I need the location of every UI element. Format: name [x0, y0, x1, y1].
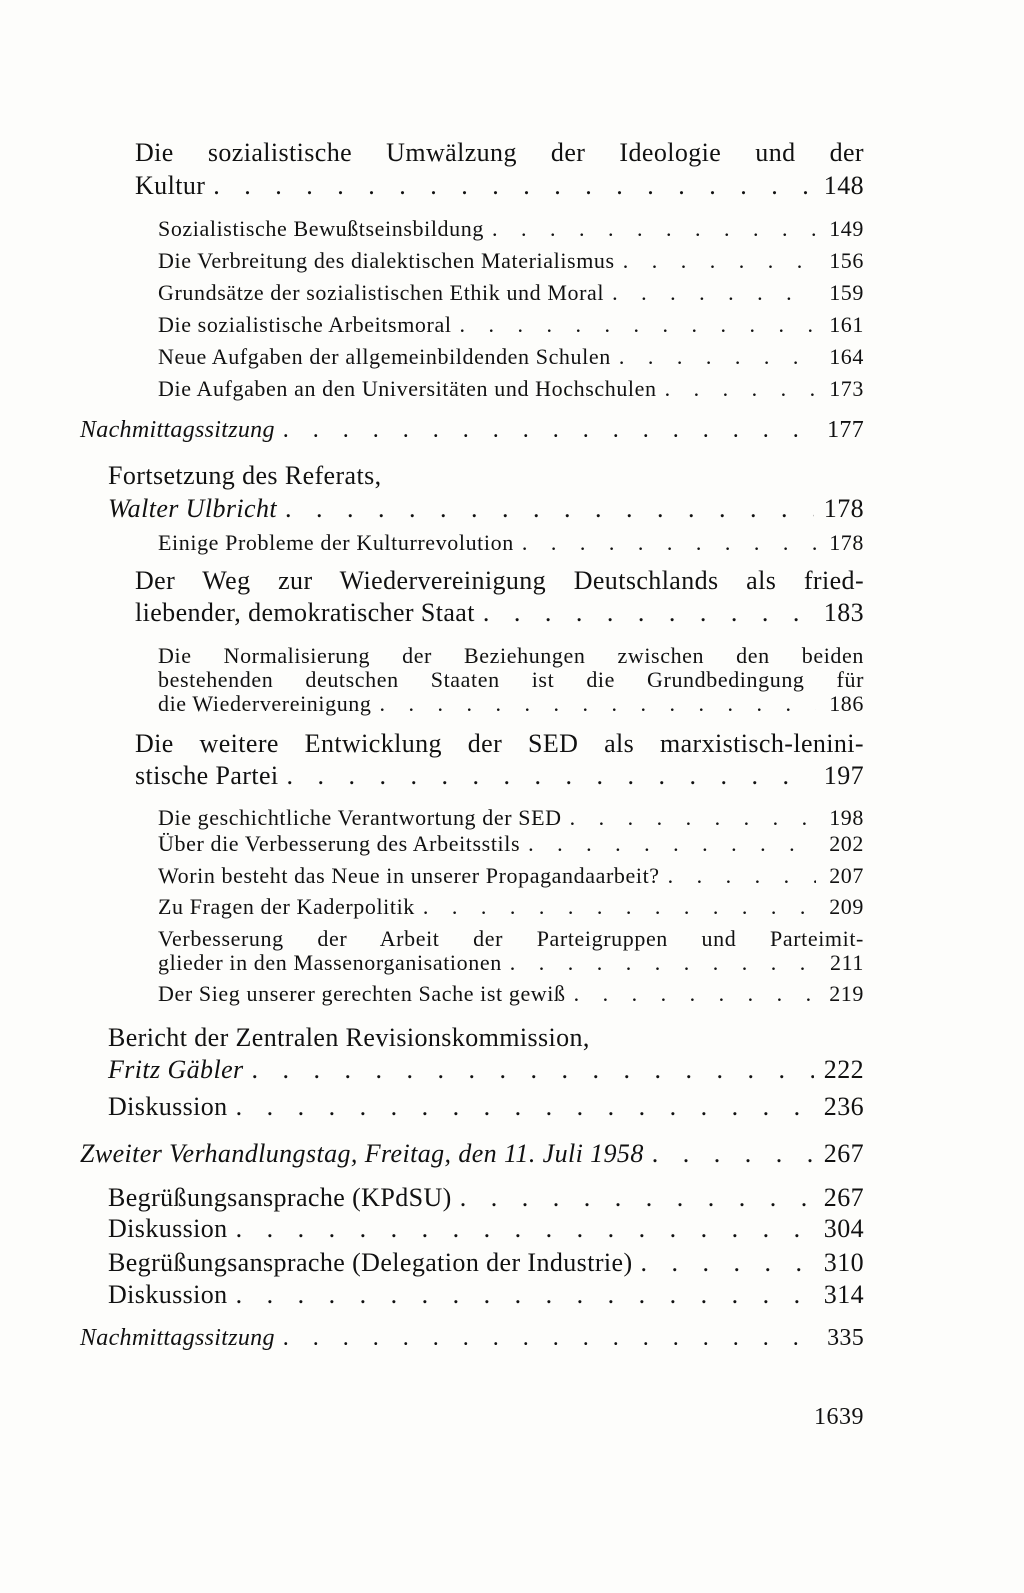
toc-entry-author: Fritz Gäbler	[108, 1055, 244, 1084]
leader-dots	[665, 378, 816, 400]
toc-entry-heading: Verbesserung der Arbeit der Parteigruppen und Parteimit-	[158, 926, 864, 951]
toc-entry-title: Der Sieg unserer gerechten Sache ist gewiß	[158, 981, 566, 1006]
leader-dots	[528, 833, 816, 855]
toc-entry-title: Die sozialistische Arbeitsmoral	[158, 312, 452, 337]
leader-dots	[236, 1094, 814, 1120]
toc-entry-heading: Die weitere Entwicklung der SED als marxistisch-lenini-	[135, 729, 864, 758]
toc-page-number: 219	[829, 981, 864, 1006]
leader-dots	[380, 693, 816, 715]
leader-dots	[423, 896, 816, 918]
toc-page-number: 161	[829, 312, 864, 337]
leader-dots	[641, 1250, 814, 1276]
toc-entry[interactable]	[158, 807, 864, 829]
toc-page-number: 164	[829, 344, 864, 369]
leader-dots	[283, 418, 816, 442]
toc-entry-title: Sozialistische Bewußtseinsbildung	[158, 216, 484, 241]
toc-entry-session[interactable]	[80, 1326, 864, 1350]
leader-dots	[619, 346, 816, 368]
toc-entry-title: Begrüßungsansprache (KPdSU)	[108, 1183, 452, 1212]
leader-dots	[252, 1057, 814, 1083]
toc-entry-heading: Fortsetzung des Referats,	[108, 461, 382, 490]
toc-entry-title: Die Aufgaben an den Universitäten und Hochschulen	[158, 376, 657, 401]
toc-entry[interactable]	[108, 1282, 864, 1308]
toc-entry-session[interactable]	[80, 1141, 864, 1167]
toc-page-number: 211	[830, 950, 864, 975]
toc-entry[interactable]	[158, 250, 864, 272]
leader-dots	[287, 763, 814, 789]
toc-entry[interactable]	[158, 282, 864, 304]
toc-entry-title: Kultur	[135, 171, 206, 200]
toc-page-number: 222	[823, 1055, 864, 1084]
toc-entry-heading: Die sozialistische Umwälzung der Ideologie und der	[135, 138, 864, 167]
toc-page-number: 183	[823, 598, 864, 627]
toc-entry-title: Diskussion	[108, 1214, 228, 1243]
toc-page-number: 310	[823, 1248, 864, 1277]
toc-page-number: 149	[829, 216, 864, 241]
toc-entry[interactable]	[135, 600, 864, 626]
leader-dots	[460, 1185, 814, 1211]
toc-entry[interactable]	[108, 1185, 864, 1211]
leader-dots	[570, 807, 816, 829]
toc-entry-title: Grundsätze der sozialistischen Ethik und Moral	[158, 280, 605, 305]
leader-dots	[652, 1141, 814, 1167]
toc-entry[interactable]	[158, 983, 864, 1005]
leader-dots	[213, 173, 814, 199]
leader-dots	[285, 496, 814, 522]
toc-entry-heading: bestehenden deutschen Staaten ist die Grundbedingung für	[158, 667, 864, 692]
toc-page-number: 209	[829, 894, 864, 919]
toc-entry-title: Nachmittagssitzung	[80, 417, 275, 443]
toc-entry[interactable]	[108, 496, 864, 522]
leader-dots	[236, 1216, 814, 1242]
toc-page-number: 197	[823, 761, 864, 790]
toc-entry-title: Zweiter Verhandlungstag, Freitag, den 11. Juli 1958	[80, 1139, 644, 1168]
toc-entry-title: Neue Aufgaben der allgemeinbildenden Schulen	[158, 344, 611, 369]
toc-entry-title: liebender, demokratischer Staat	[135, 598, 475, 627]
leader-dots	[623, 250, 816, 272]
toc-entry-heading: Die Normalisierung der Beziehungen zwischen den beiden	[158, 643, 864, 668]
toc-entry[interactable]	[108, 1216, 864, 1242]
toc-entry-session[interactable]	[80, 418, 864, 442]
toc-page-number: 159	[829, 280, 864, 305]
toc-entry-title: Diskussion	[108, 1092, 228, 1121]
toc-page-number: 335	[827, 1325, 864, 1351]
toc-page-number: 202	[829, 831, 864, 856]
toc-entry[interactable]	[135, 173, 864, 199]
leader-dots	[460, 314, 816, 336]
toc-page-number: 186	[829, 691, 864, 716]
toc-entry-title: Die geschichtliche Verantwortung der SED	[158, 805, 562, 830]
leader-dots	[574, 983, 816, 1005]
toc-entry-title: Diskussion	[108, 1280, 228, 1309]
toc-entry[interactable]	[158, 952, 864, 974]
toc-page-number: 198	[829, 805, 864, 830]
toc-entry-title: Begrüßungsansprache (Delegation der Industrie)	[108, 1248, 633, 1277]
toc-page-number: 267	[823, 1183, 864, 1212]
toc-entry[interactable]	[158, 693, 864, 715]
toc-entry-title: stische Partei	[135, 761, 279, 790]
toc-page-number: 236	[823, 1092, 864, 1121]
toc-entry[interactable]	[158, 378, 864, 400]
toc-entry-author: Walter Ulbricht	[108, 494, 277, 523]
toc-page-number: 177	[827, 417, 864, 443]
toc-page-number: 173	[829, 376, 864, 401]
toc-page-number: 207	[829, 863, 864, 888]
leader-dots	[483, 600, 814, 626]
toc-entry-title: Einige Probleme der Kulturrevolution	[158, 530, 514, 555]
leader-dots	[236, 1282, 814, 1308]
toc-page-number: 304	[823, 1214, 864, 1243]
toc-entry[interactable]	[158, 896, 864, 918]
toc-entry-title: Zu Fragen der Kaderpolitik	[158, 894, 415, 919]
toc-entry[interactable]	[158, 346, 864, 368]
toc-entry[interactable]	[108, 1057, 864, 1083]
leader-dots	[510, 952, 816, 974]
toc-entry[interactable]	[158, 865, 864, 887]
page-number: 1639	[814, 1404, 864, 1430]
leader-dots	[668, 865, 816, 887]
toc-entry-title: Nachmittagssitzung	[80, 1325, 275, 1351]
toc-entry[interactable]	[158, 833, 864, 855]
toc-entry[interactable]	[108, 1094, 864, 1120]
toc-page-number: 178	[829, 530, 864, 555]
leader-dots	[492, 218, 816, 240]
toc-entry[interactable]	[158, 314, 864, 336]
toc-entry-title: Über die Verbesserung des Arbeitsstils	[158, 831, 521, 856]
toc-page-number: 148	[823, 171, 864, 200]
leader-dots	[522, 532, 816, 554]
toc-page-number: 314	[823, 1280, 864, 1309]
toc-page-number: 267	[823, 1139, 864, 1168]
toc-entry-title: die Wiedervereinigung	[158, 691, 372, 716]
toc-entry[interactable]	[158, 218, 864, 240]
toc-entry-title: Die Verbreitung des dialektischen Materialismus	[158, 248, 615, 273]
leader-dots	[612, 282, 816, 304]
toc-entry-title: Worin besteht das Neue in unserer Propagandaarbeit?	[158, 863, 660, 888]
toc-entry[interactable]	[108, 1250, 864, 1276]
toc-entry-heading: Der Weg zur Wiedervereinigung Deutschlands als fried-	[135, 566, 864, 595]
toc-page-number: 156	[829, 248, 864, 273]
leader-dots	[283, 1326, 816, 1350]
toc-entry-heading: Bericht der Zentralen Revisionskommission,	[108, 1023, 590, 1052]
toc-entry-title: glieder in den Massenorganisationen	[158, 950, 502, 975]
toc-entry[interactable]	[158, 532, 864, 554]
toc-page-number: 178	[823, 494, 864, 523]
toc-entry[interactable]	[135, 763, 864, 789]
